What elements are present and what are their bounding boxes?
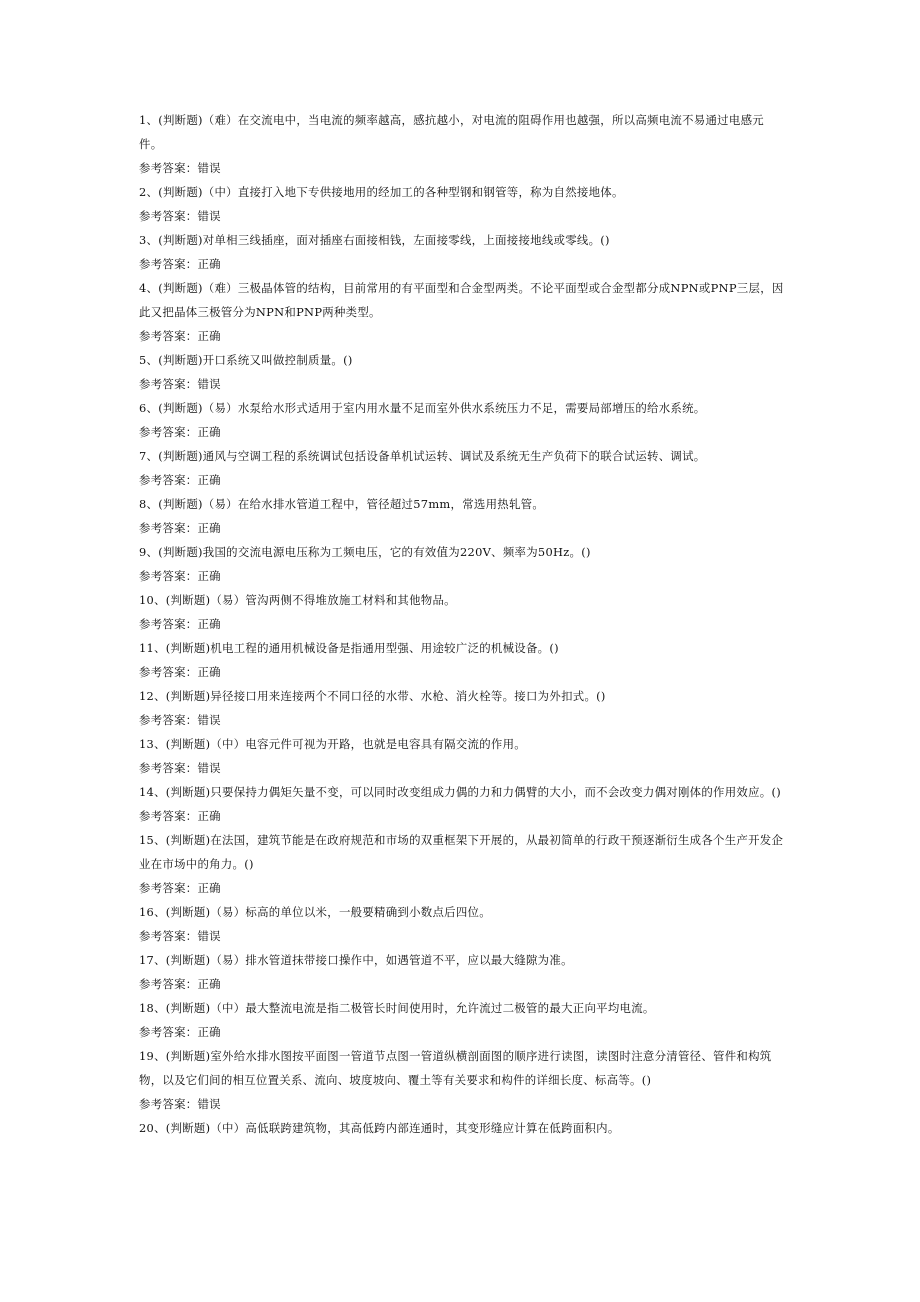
- answer-line: [139, 372, 785, 396]
- answer-value: 正确: [197, 617, 221, 631]
- answer-label: 参考答案：: [139, 809, 198, 823]
- question-9: [139, 540, 785, 588]
- answer-line: [139, 804, 785, 828]
- answer-label: 参考答案：: [139, 761, 198, 775]
- document-page: [139, 108, 785, 1140]
- question-text: 12、(判断题)异径接口用来连接两个不同口径的水带、水枪、消火栓等。接口为外扣式。(): [139, 689, 606, 703]
- answer-label: 参考答案：: [139, 329, 198, 343]
- question-20: [139, 1116, 785, 1140]
- question-5: [139, 348, 785, 396]
- answer-line: [139, 708, 785, 732]
- answer-line: [139, 972, 785, 996]
- answer-value: 正确: [197, 665, 221, 679]
- question-4: [139, 276, 785, 348]
- answer-label: 参考答案：: [139, 881, 198, 895]
- question-3: [139, 228, 785, 276]
- question-16: [139, 900, 785, 948]
- answer-label: 参考答案：: [139, 425, 198, 439]
- question-15: [139, 828, 785, 900]
- answer-line: [139, 660, 785, 684]
- answer-label: 参考答案：: [139, 521, 198, 535]
- answer-label: 参考答案：: [139, 209, 198, 223]
- question-text: 17、(判断题)（易）排水管道抹带接口操作中，如遇管道不平，应以最大缝隙为准。: [139, 953, 573, 967]
- question-text: 1、(判断题)（难）在交流电中，当电流的频率越高，感抗越小，对电流的阻碍作用也越强，所以高频电流不易通过电感元件。: [139, 113, 764, 151]
- question-19: [139, 1044, 785, 1116]
- answer-value: 正确: [197, 425, 221, 439]
- answer-value: 正确: [197, 473, 221, 487]
- question-10: [139, 588, 785, 636]
- answer-line: [139, 252, 785, 276]
- question-18: [139, 996, 785, 1044]
- answer-label: 参考答案：: [139, 617, 198, 631]
- question-text: 10、(判断题)（易）管沟两侧不得堆放施工材料和其他物品。: [139, 593, 456, 607]
- question-text: 11、(判断题)机电工程的通用机械设备是指通用型强、用途较广泛的机械设备。(): [139, 641, 559, 655]
- answer-value: 正确: [197, 809, 221, 823]
- question-2: [139, 180, 785, 228]
- answer-value: 正确: [197, 257, 221, 271]
- answer-value: 错误: [197, 377, 221, 391]
- question-text: 3、(判断题)对单相三线插座，面对插座右面接相钱，左面接零线，上面接接地线或零线。(): [139, 233, 610, 247]
- answer-label: 参考答案：: [139, 713, 198, 727]
- question-7: [139, 444, 785, 492]
- answer-line: [139, 1020, 785, 1044]
- answer-line: [139, 564, 785, 588]
- answer-line: [139, 324, 785, 348]
- answer-value: 错误: [197, 161, 221, 175]
- question-text: 6、(判断题)（易）水泵给水形式适用于室内用水量不足而室外供水系统压力不足，需要局部增压的给水系统。: [139, 401, 706, 415]
- answer-label: 参考答案：: [139, 161, 198, 175]
- answer-value: 错误: [197, 1097, 221, 1111]
- answer-value: 错误: [197, 761, 221, 775]
- answer-line: [139, 612, 785, 636]
- answer-line: [139, 468, 785, 492]
- answer-line: [139, 756, 785, 780]
- question-text: 7、(判断题)通风与空调工程的系统调试包括设备单机试运转、调试及系统无生产负荷下的联合试运转、调试。: [139, 449, 706, 463]
- question-14: [139, 780, 785, 828]
- question-text: 2、(判断题)（中）直接打入地下专供接地用的经加工的各种型钢和钢管等，称为自然接地体。: [139, 185, 624, 199]
- answer-label: 参考答案：: [139, 569, 198, 583]
- question-8: [139, 492, 785, 540]
- question-text: 13、(判断题)（中）电容元件可视为开路，也就是电容具有隔交流的作用。: [139, 737, 526, 751]
- answer-line: [139, 156, 785, 180]
- question-text: 18、(判断题)（中）最大整流电流是指二极管长时间使用时，允许流过二极管的最大正向平均电流。: [139, 1001, 655, 1015]
- question-text: 4、(判断题)（难）三极晶体管的结构，目前常用的有平面型和合金型两类。不论平面型或合金型都分成NPN或PNP三层，因此又把晶体三极管分为NPN和PNP两种类型。: [139, 281, 784, 319]
- question-6: [139, 396, 785, 444]
- answer-line: [139, 204, 785, 228]
- answer-value: 正确: [197, 977, 221, 991]
- answer-value: 错误: [197, 713, 221, 727]
- answer-label: 参考答案：: [139, 257, 198, 271]
- question-11: [139, 636, 785, 684]
- answer-label: 参考答案：: [139, 665, 198, 679]
- question-17: [139, 948, 785, 996]
- answer-line: [139, 516, 785, 540]
- answer-line: [139, 420, 785, 444]
- answer-label: 参考答案：: [139, 1025, 198, 1039]
- answer-value: 错误: [197, 929, 221, 943]
- answer-value: 正确: [197, 521, 221, 535]
- question-text: 20、(判断题)（中）高低联跨建筑物，其高低跨内部连通时，其变形缝应计算在低跨面积内。: [139, 1121, 620, 1135]
- question-1: [139, 108, 785, 180]
- answer-value: 正确: [197, 1025, 221, 1039]
- answer-value: 正确: [197, 881, 221, 895]
- answer-line: [139, 876, 785, 900]
- answer-label: 参考答案：: [139, 1097, 198, 1111]
- question-text: 5、(判断题)开口系统又叫做控制质量。(): [139, 353, 353, 367]
- question-text: 9、(判断题)我国的交流电源电压称为工频电压，它的有效值为220V、频率为50Hz。(): [139, 545, 591, 559]
- question-text: 16、(判断题)（易）标高的单位以米，一般要精确到小数点后四位。: [139, 905, 491, 919]
- answer-label: 参考答案：: [139, 377, 198, 391]
- answer-value: 正确: [197, 569, 221, 583]
- answer-label: 参考答案：: [139, 473, 198, 487]
- answer-label: 参考答案：: [139, 977, 198, 991]
- answer-value: 错误: [197, 209, 221, 223]
- question-text: 8、(判断题)（易）在给水排水管道工程中，管径超过57mm，常选用热轧管。: [139, 497, 545, 511]
- answer-label: 参考答案：: [139, 929, 198, 943]
- answer-line: [139, 924, 785, 948]
- question-text: 15、(判断题)在法国，建筑节能是在政府规范和市场的双重框架下开展的，从最初简单的行政干预逐渐衍生成各个生产开发企业在市场中的角力。(): [139, 833, 784, 871]
- question-13: [139, 732, 785, 780]
- question-text: 14、(判断题)只要保持力偶矩矢量不变，可以同时改变组成力偶的力和力偶臂的大小，而不会改变力偶对刚体的作用效应。(): [139, 785, 781, 799]
- answer-value: 正确: [197, 329, 221, 343]
- answer-line: [139, 1092, 785, 1116]
- question-12: [139, 684, 785, 732]
- question-text: 19、(判断题)室外给水排水图按平面图一管道节点图一管道纵横剖面图的顺序进行读图，读图时注意分清管径、管件和构筑物，以及它们间的相互位置关系、流向、坡度坡向、覆土等有关要求和构件的详细长度、标高等。(): [139, 1049, 772, 1087]
